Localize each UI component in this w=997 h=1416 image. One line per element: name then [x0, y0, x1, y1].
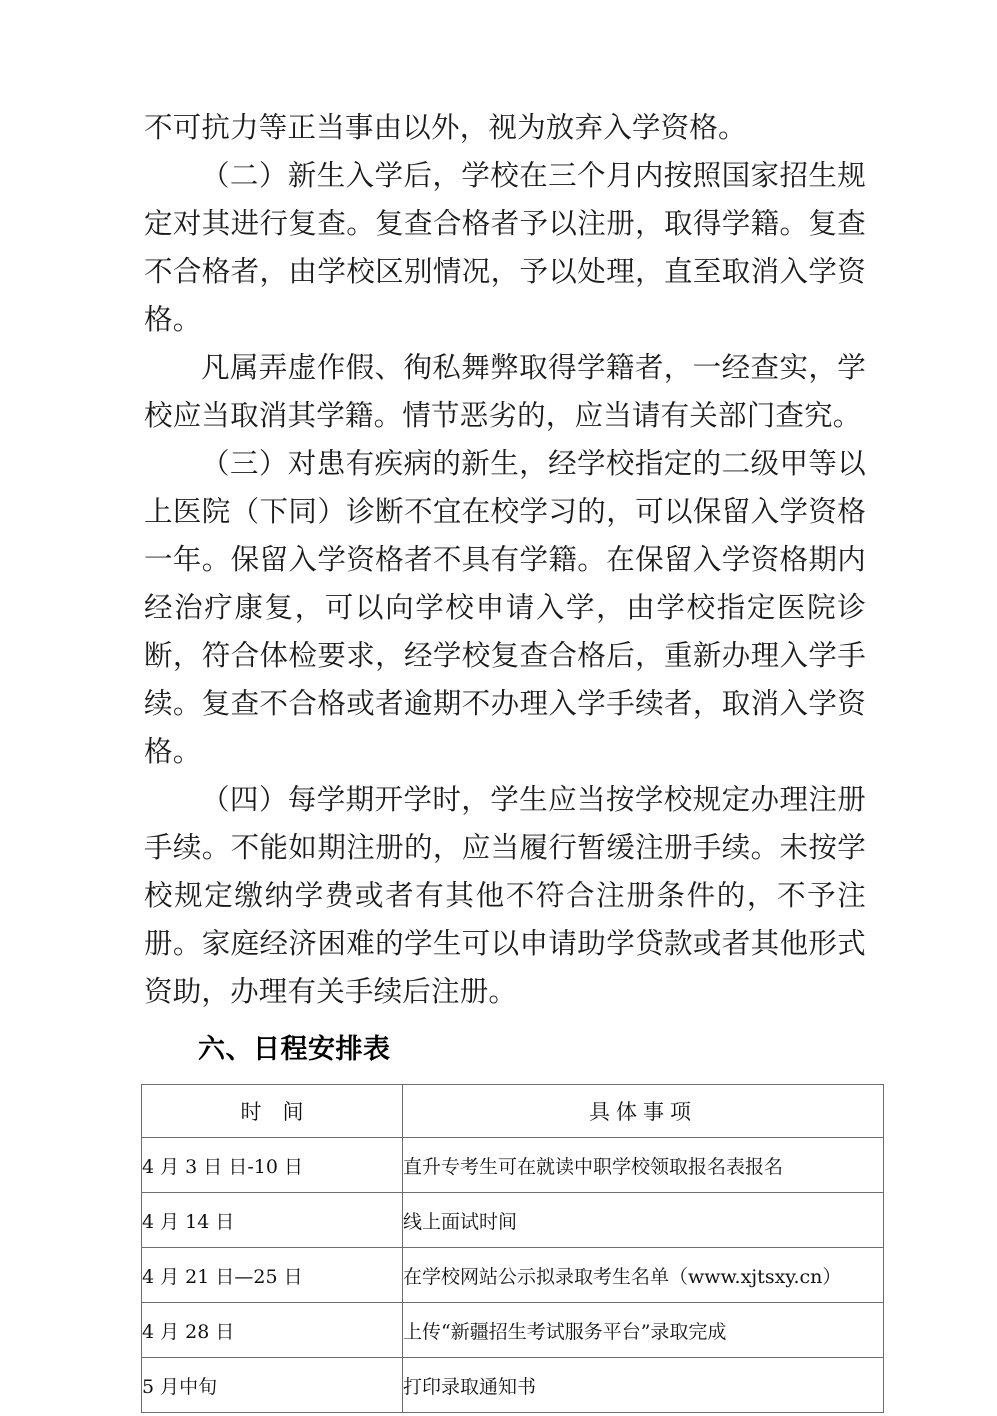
cell-item: 在学校网站公示拟录取考生名单（www.xjtsxy.cn） — [403, 1248, 884, 1303]
cell-time: 5 月中旬 — [142, 1358, 403, 1413]
table-header-row — [142, 1085, 884, 1138]
table-row — [142, 1138, 884, 1193]
table-row — [142, 1358, 884, 1413]
cell-item: 打印录取通知书 — [403, 1358, 884, 1413]
table-row — [142, 1248, 884, 1303]
table-row — [142, 1193, 884, 1248]
schedule-table-body — [142, 1138, 884, 1413]
cell-time: 4 月 21 日—25 日 — [142, 1248, 403, 1303]
schedule-table-head — [142, 1085, 884, 1138]
section-heading-schedule: 六、日程安排表 — [198, 1034, 391, 1065]
cell-time: 4 月 14 日 — [142, 1193, 403, 1248]
table-row — [142, 1303, 884, 1358]
schedule-table — [141, 1084, 884, 1413]
paragraph-fraud-clause: 凡属弄虚作假、徇私舞弊取得学籍者，一经查实，学校应当取消其学籍。情节恶劣的，应当请有关部门查究。 — [144, 351, 866, 432]
column-header-time: 时 间 — [142, 1085, 403, 1138]
column-header-item: 具体事项 — [403, 1085, 884, 1138]
paragraph-continuation: 不可抗力等正当事由以外，视为放弃入学资格。 — [144, 111, 747, 144]
paragraph-item-4: （四）每学期开学时，学生应当按学校规定办理注册手续。不能如期注册的，应当履行暂缓注册手续。未按学校规定缴纳学费或者有其他不符合注册条件的，不予注册。家庭经济困难的学生可以申请助学贷款或者其他形式资助，办理有关手续后注册。 — [144, 783, 866, 1008]
cell-item: 直升专考生可在就读中职学校领取报名表报名 — [403, 1138, 884, 1193]
paragraph-item-3: （三）对患有疾病的新生，经学校指定的二级甲等以上医院（下同）诊断不宜在校学习的，可以保留入学资格一年。保留入学资格者不具有学籍。在保留入学资格期内经治疗康复，可以向学校申请入学，由学校指定医院诊断，符合体检要求，经学校复查合格后，重新办理入学手续。复查不合格或者逾期不办理入学手续者，取消入学资格。 — [144, 447, 866, 768]
cell-time: 4 月 3 日 日-10 日 — [142, 1138, 403, 1193]
cell-time: 4 月 28 日 — [142, 1303, 403, 1358]
cell-item: 线上面试时间 — [403, 1193, 884, 1248]
document-body — [144, 104, 866, 1413]
paragraph-item-2: （二）新生入学后，学校在三个月内按照国家招生规定对其进行复查。复查合格者予以注册，取得学籍。复查不合格者，由学校区别情况，予以处理，直至取消入学资格。 — [144, 159, 866, 336]
cell-item: 上传“新疆招生考试服务平台”录取完成 — [403, 1303, 884, 1358]
schedule-table-wrapper — [141, 1084, 883, 1413]
